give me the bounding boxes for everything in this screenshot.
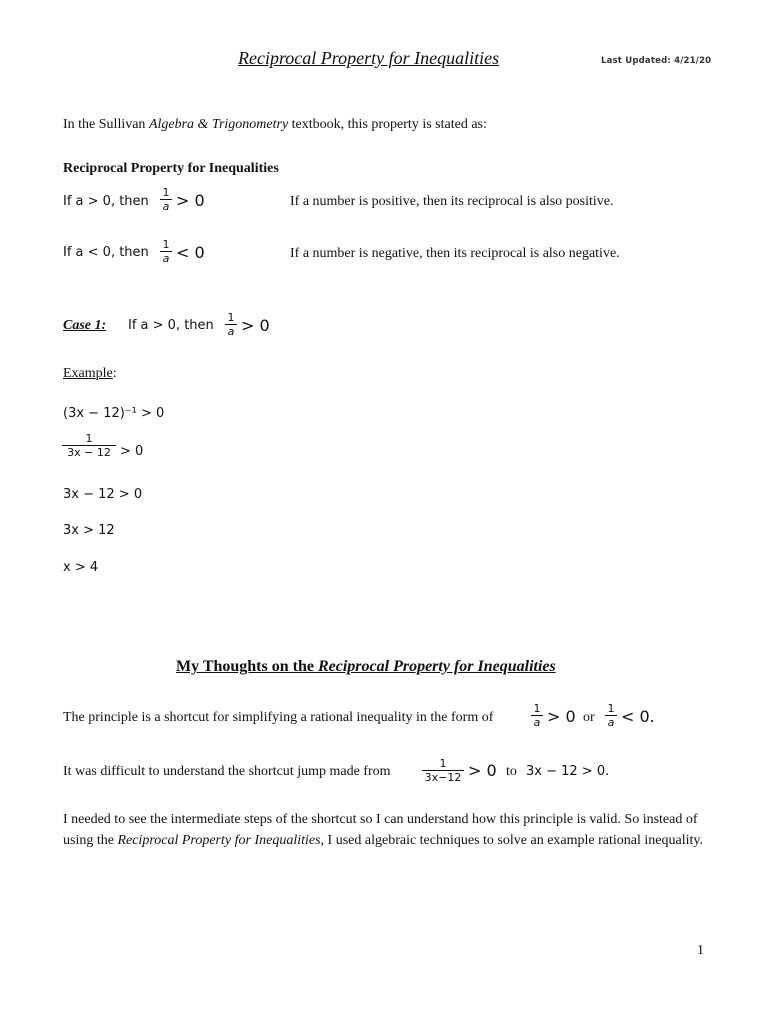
example-step-2-fraction [62,432,116,459]
thoughts-line-1-fraction-2 [605,702,617,729]
thoughts-line-1-fraction-1 [531,702,543,729]
thoughts-line-2-text: It was difficult to understand the shortcut jump made from [63,764,391,779]
thoughts-heading-italic: Reciprocal Property for Inequalities [317,658,556,675]
thoughts-paragraph-part-1: I needed to see the intermediate steps of the shortcut so I can understand how this principle is valid. So instead of using the [63,812,698,848]
thoughts-line-2-to: to [506,764,517,779]
thoughts-line-1-text: The principle is a shortcut for simplifying a rational inequality in the form of [63,710,494,725]
page-title: Reciprocal Property for Inequalities [238,48,500,68]
property-heading: Reciprocal Property for Inequalities [63,161,279,176]
fraction-numerator: 1 [162,186,170,199]
intro-after: textbook, this property is stated as: [291,117,487,132]
fraction-numerator: 1 [439,757,447,770]
negative-rule-result: < 0 [176,243,205,262]
fraction-denominator: a [162,252,170,265]
fraction-numerator: 1 [85,432,93,445]
fraction-numerator: 1 [533,702,541,715]
thoughts-line-1-gt: > 0 [547,707,576,726]
example-step-2-result: > 0 [120,444,144,459]
fraction-denominator: 3x−12 [424,771,462,784]
fraction-numerator: 1 [162,238,170,251]
negative-rule-condition: If a < 0, then [63,245,149,260]
last-updated: Last Updated: 4/21/20 [601,56,712,66]
example-step-4: 3x > 12 [63,523,115,538]
example-colon: : [112,366,117,381]
book-title: Algebra & Trigonometry [148,117,289,132]
thoughts-paragraph-italic: Reciprocal Property for Inequalities [117,833,321,848]
positive-rule-fraction [160,186,172,213]
fraction-denominator: 3x − 12 [67,446,111,459]
thoughts-line-1-lt: < 0. [621,707,655,726]
thoughts-line-1-or: or [583,710,595,725]
case1-result: > 0 [241,316,270,335]
negative-rule-explanation: If a number is negative, then its reciprocal is also negative. [290,246,620,261]
thoughts-heading-plain: My Thoughts on the [176,658,314,675]
positive-rule-explanation: If a number is positive, then its reciprocal is also positive. [290,194,614,209]
example-step-3: 3x − 12 > 0 [63,487,143,502]
fraction-denominator: a [533,716,541,729]
case1-label: Case 1: [63,318,107,333]
case1-fraction [225,311,237,338]
thoughts-paragraph-part-2: , I used algebraic techniques to solve an example rational inequality. [320,833,703,848]
fraction-numerator: 1 [607,702,615,715]
fraction-numerator: 1 [227,311,235,324]
thoughts-line-2-end: 3x − 12 > 0. [526,764,610,779]
case1-condition: If a > 0, then [128,318,214,333]
example-step-5: x > 4 [63,560,99,575]
fraction-denominator: a [162,200,170,213]
positive-rule-condition: If a > 0, then [63,194,149,209]
thoughts-line-2-fraction [422,757,464,784]
thoughts-line-2-gt: > 0 [468,761,497,780]
fraction-denominator: a [607,716,615,729]
example-label-line [63,366,117,382]
negative-rule-fraction [160,238,172,265]
fraction-denominator: a [227,325,235,338]
positive-rule-result: > 0 [176,191,205,210]
thoughts-heading [176,658,556,676]
example-label: Example [63,366,113,381]
page-number: 1 [697,943,704,958]
example-step-1: (3x − 12)⁻¹ > 0 [63,406,165,421]
intro-before: In the Sullivan [63,117,146,132]
thoughts-paragraph [63,809,713,851]
intro-line [63,117,487,133]
